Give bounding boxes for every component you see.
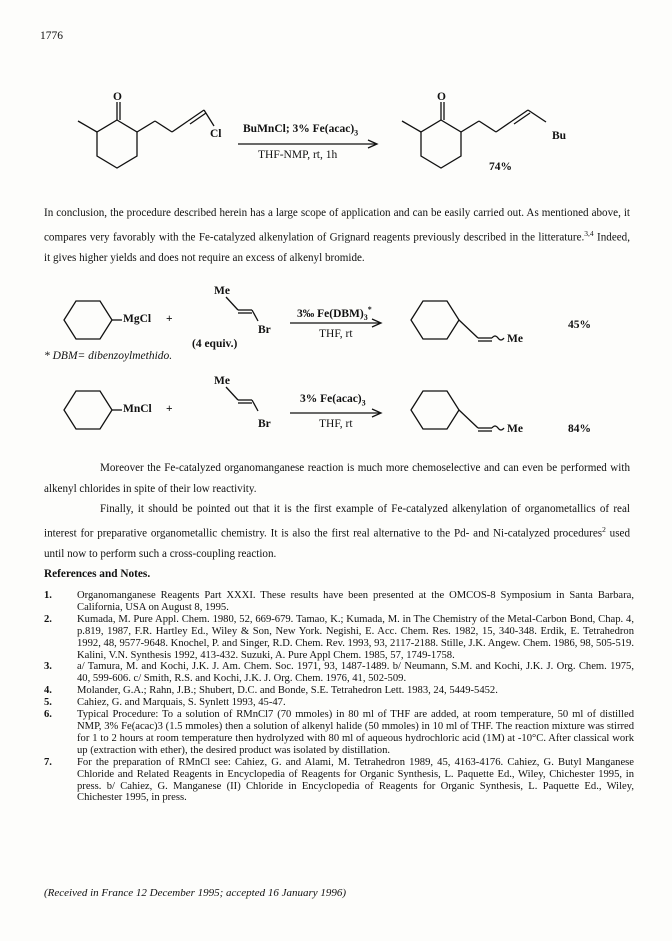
product-methyl-label: Me: [507, 333, 523, 345]
yield-45: 45%: [568, 319, 591, 331]
page-number: 1776: [40, 30, 63, 42]
paragraph-conclusion: In conclusion, the procedure described herein has a large scope of application and can be easily carried out. As mentioned above, it compares very favorably with the Fe-catalyzed alkenylation of Grignard reagents previously described in the litterature.$^{3,4}$ Indeed, it gives higher yields and does not require an excess of alkenyl bromide.: [44, 207, 630, 264]
reagent-label: BuMnCl; 3% $Fe(acac)_3$: [243, 123, 359, 138]
paragraph-finally: Finally, it should be pointed out that it is the first example of Fe-catalyzed alkenylation of organometallics of real interest for preparative organometallic chemistry. It is also the first real alternative to the Pd- and Ni-catalyzed procedures$^2$ used until now to perform such a cross-coupling reaction.: [44, 503, 631, 560]
references-list: [44, 590, 634, 804]
reference-item: 2. Kumada, M. Pure Appl. Chem. 1980, 52, 669-679. Tamao, K.; Kumada, M. in The Chemistry of the Metal-Carbon Bond, Chap. 4, p.819, 1987, F.R. Hartley Ed., Wiley & Son, New York. Negishi, E. Acc. Chem. Res. 1982, 15, 340-348. Erdik, E. Tetrahedron 1992, 48, 9577-9648. Knochel, P. and Singer, R.D. Chem. Rev. 1993, 93, 2117-2188. Stille, J.K. Angew. Chem. 1986, 98, 505-519. Kalini, V.N. Synthesis 1992, 413-432. Suzuki, A. Pure Appl Chem. 1985, 57, 1749-1758.: [44, 613, 634, 661]
grignard-label: MgCl: [123, 313, 152, 325]
catalyst-label: 3‰ $Fe(DBM)_3^*$: [297, 305, 372, 323]
paragraph-chemoselectivity: Moreover the Fe-catalyzed organomanganese reaction is much more chemoselective and can even be performed with alkenyl chlorides in spite of their low reactivity.: [44, 462, 630, 495]
ketone-oxygen-right: O: [437, 91, 446, 103]
conditions-label: THF-NMP, rt, 1h: [258, 149, 338, 161]
catalyst-label: 3% $Fe(acac)_3$: [300, 393, 366, 408]
plus-sign: +: [166, 403, 173, 415]
dbm-footnote: * DBM= dibenzoylmethido.: [44, 350, 173, 362]
conditions-label: THF, rt: [319, 418, 353, 430]
scheme-3: [0, 373, 672, 448]
scheme-1: [0, 88, 672, 188]
yield-74: 74%: [489, 161, 512, 173]
references-heading: References and Notes.: [44, 568, 151, 580]
reference-item: 4. Molander, G.A.; Rahn, J.B.; Shubert, D.C. and Bonde, S.E. Tetrahedron Lett. 1983, 24, 5449-5452.: [44, 685, 498, 697]
butyl-label: Bu: [552, 130, 567, 142]
scheme-2: [0, 283, 672, 358]
received-dates: (Received in France 12 December 1995; accepted 16 January 1996): [44, 887, 347, 899]
plus-sign: +: [166, 313, 173, 325]
equiv-label: (4 equiv.): [192, 338, 238, 350]
bromide-label: Br: [258, 418, 271, 430]
bromide-label: Br: [258, 324, 271, 336]
methyl-label: Me: [214, 285, 230, 297]
ketone-oxygen-left: O: [113, 91, 122, 103]
yield-84: 84%: [568, 423, 591, 435]
scheme-3-structures: [0, 373, 672, 448]
reference-item: 7. For the preparation of RMnCl see: Cahiez, G. and Alami, M. Tetrahedron 1989, 45, 4163-4176. Cahiez, G. Butyl Manganese Chloride and Related Reagents in Encyclopedia of Reagents for Organic Synthesis, L. Paquette Ed., Wiley, Chichester 1995, in press. b/ Cahiez, G. Manganese (II) Chloride in Encyclopedia of Reagents for Organic Synthesis, L. Paquette Ed., Wiley, Chichester 1995, in press.: [44, 756, 634, 804]
reference-item: 3. a/ Tamura, M. and Kochi, J.K. J. Am. Chem. Soc. 1971, 93, 1487-1489. b/ Neumann, S.M. and Kochi, J.K. J. Org. Chem. 1975, 40, 599-606. c/ Smith, R.S. and Kochi, J.K. J. Org. Chem. 1976, 41, 502-509.: [44, 661, 634, 685]
product-methyl-label: Me: [507, 423, 523, 435]
organomanganese-label: MnCl: [123, 403, 152, 415]
chloride-label: Cl: [210, 128, 222, 140]
reference-item: 5. Cahiez, G. and Marquais, S. Synlett 1993, 45-47.: [44, 697, 286, 709]
conditions-label: THF, rt: [319, 328, 353, 340]
reference-item: 6. Typical Procedure: To a solution of RMnCl7 (70 mmoles) in 80 ml of THF are added, at room temperature, 50 ml of distilled NMP, 3% Fe(acac)3 (1.5 mmoles) then a solution of alkenyl halide (50 mmoles) in 10 ml of THF. The reaction mixture was stirred for 1 to 2 hours at room temperature then hydrolyzed with 80 ml of aqueous hydrochloric acid (1M) at -10°C. After classical work up (extraction with ether), the desired product was isolated by distillation.: [44, 709, 634, 756]
reference-item: 1. Organomanganese Reagents Part XXXI. These results have been presented at the OMCOS-8 Symposium in Santa Barbara, California, USA on August 8, 1995.: [44, 590, 634, 613]
methyl-label: Me: [214, 375, 230, 387]
